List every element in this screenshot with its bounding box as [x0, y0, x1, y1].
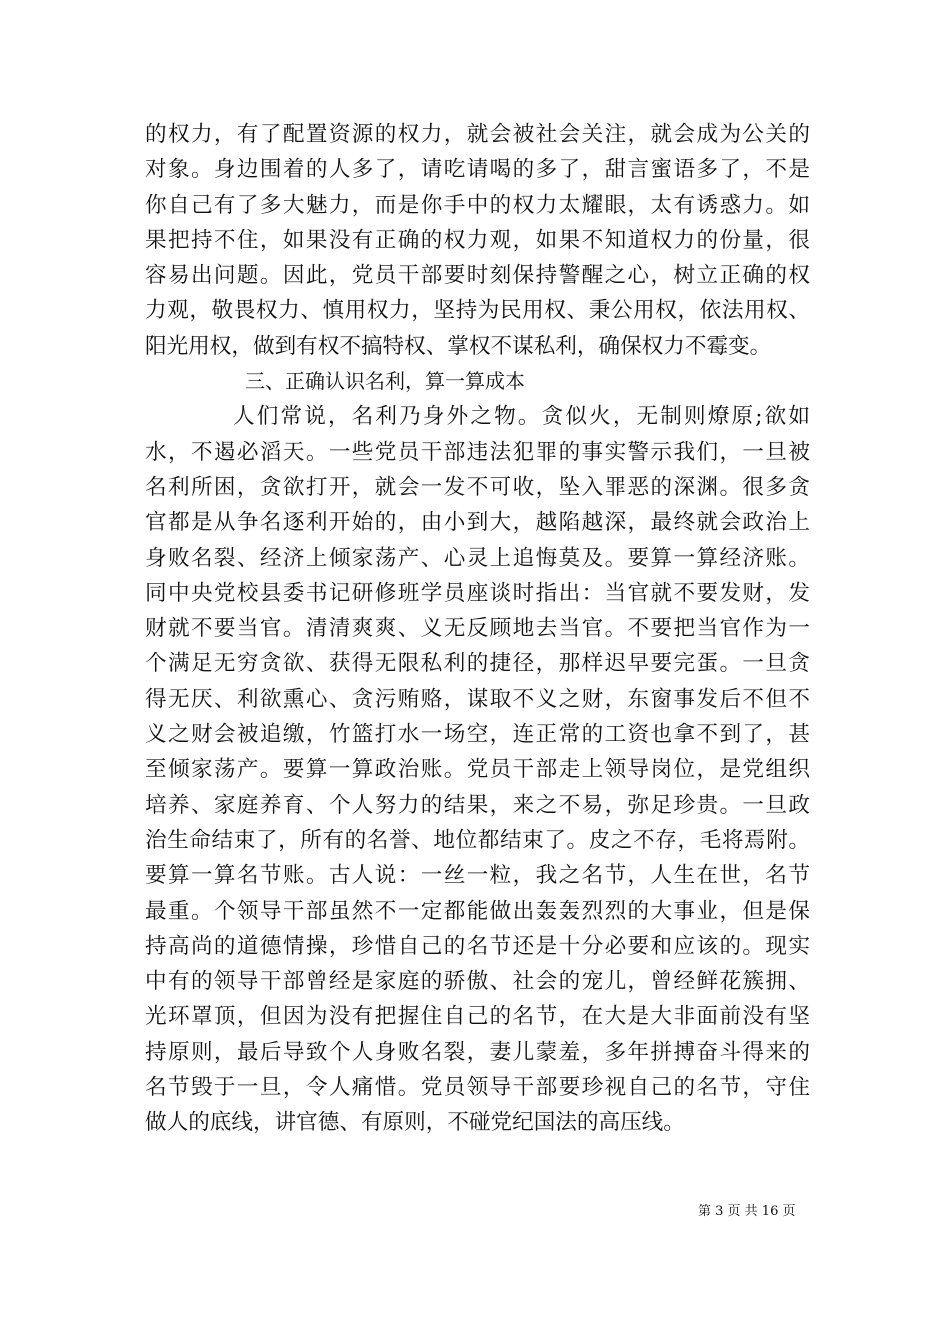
text-line: 持原则，最后导致个人身败名裂，妻儿蒙羞，多年拼搏奋斗得来的 — [145, 1039, 810, 1065]
text-line: 做人的底线，讲官德、有原则，不碰党纪国法的高压线。 — [145, 1110, 685, 1136]
text-line: 个满足无穷贪欲、获得无限私利的捷径，那样迟早要完蛋。一旦贪 — [145, 651, 810, 677]
text-line: 对象。身边围着的人多了，请吃请喝的多了，甜言蜜语多了，不是 — [145, 157, 810, 183]
text-line: 至倾家荡产。要算一算政治账。党员干部走上领导岗位，是党组织 — [145, 757, 810, 783]
heading-text: 三、正确认识名利，算一算成本 — [245, 369, 525, 394]
text-line: 官都是从争名逐利开始的，由小到大，越陷越深，最终就会政治上 — [145, 510, 810, 536]
text-line: 中有的领导干部曾经是家庭的骄傲、社会的宠儿，曾经鲜花簇拥、 — [145, 969, 810, 995]
text-line: 最重。个领导干部虽然不一定都能做出轰轰烈烈的大事业，但是保 — [145, 898, 810, 924]
text-line: 义之财会被追缴，竹篮打水一场空，连正常的工资也拿不到了，甚 — [145, 722, 810, 748]
text-line: 的权力，有了配置资源的权力，就会被社会关注，就会成为公关的 — [145, 122, 810, 147]
text-line: 得无厌、利欲熏心、贪污贿赂，谋取不义之财，东窗事发后不但不 — [145, 686, 810, 712]
section-heading — [145, 364, 810, 399]
text-line: 名节毁于一旦，令人痛惜。党员领导干部要珍视自己的名节，守住 — [145, 1075, 810, 1101]
paragraph — [145, 399, 810, 1140]
text-line: 力观，敬畏权力、慎用权力，坚持为民用权、秉公用权，依法用权、 — [145, 298, 810, 324]
page-number-footer: 第 3 页 共 16 页 — [698, 1204, 796, 1219]
text-line: 财就不要当官。清清爽爽、义无反顾地去当官。不要把当官作为一 — [145, 616, 810, 642]
text-line: 水，不遏必滔天。一些党员干部违法犯罪的事实警示我们，一旦被 — [145, 439, 810, 465]
text-line: 培养、家庭养育、个人努力的结果，来之不易，弥足珍贵。一旦政 — [145, 792, 810, 818]
text-line: 果把持不住，如果没有正确的权力观，如果不知道权力的份量，很 — [145, 227, 810, 253]
text-line: 名利所困，贪欲打开，就会一发不可收，坠入罪恶的深渊。很多贪 — [145, 474, 810, 500]
text-line: 容易出问题。因此，党员干部要时刻保持警醒之心，树立正确的权 — [145, 263, 810, 289]
document-body — [145, 117, 810, 1141]
text-line: 同中央党校县委书记研修班学员座谈时指出：当官就不要发财，发 — [145, 580, 810, 606]
text-line: 要算一算名节账。古人说：一丝一粒，我之名节，人生在世，名节 — [145, 863, 810, 889]
text-line: 人们常说，名利乃身外之物。贪似火，无制则燎原;欲如 — [233, 404, 810, 430]
text-line: 身败名裂、经济上倾家荡产、心灵上追悔莫及。要算一算经济账。 — [145, 545, 810, 571]
text-line: 光环罩顶，但因为没有把握住自己的名节，在大是大非面前没有坚 — [145, 1004, 810, 1030]
text-line: 你自己有了多大魅力，而是你手中的权力太耀眼，太有诱惑力。如 — [145, 192, 810, 218]
paragraph — [145, 117, 810, 364]
text-line: 阳光用权，做到有权不搞特权、掌权不谋私利，确保权力不霉变。 — [145, 333, 772, 359]
text-line: 治生命结束了，所有的名誉、地位都结束了。皮之不存，毛将焉附。 — [145, 827, 810, 853]
text-line: 持高尚的道德情操，珍惜自己的名节还是十分必要和应该的。现实 — [145, 933, 810, 959]
